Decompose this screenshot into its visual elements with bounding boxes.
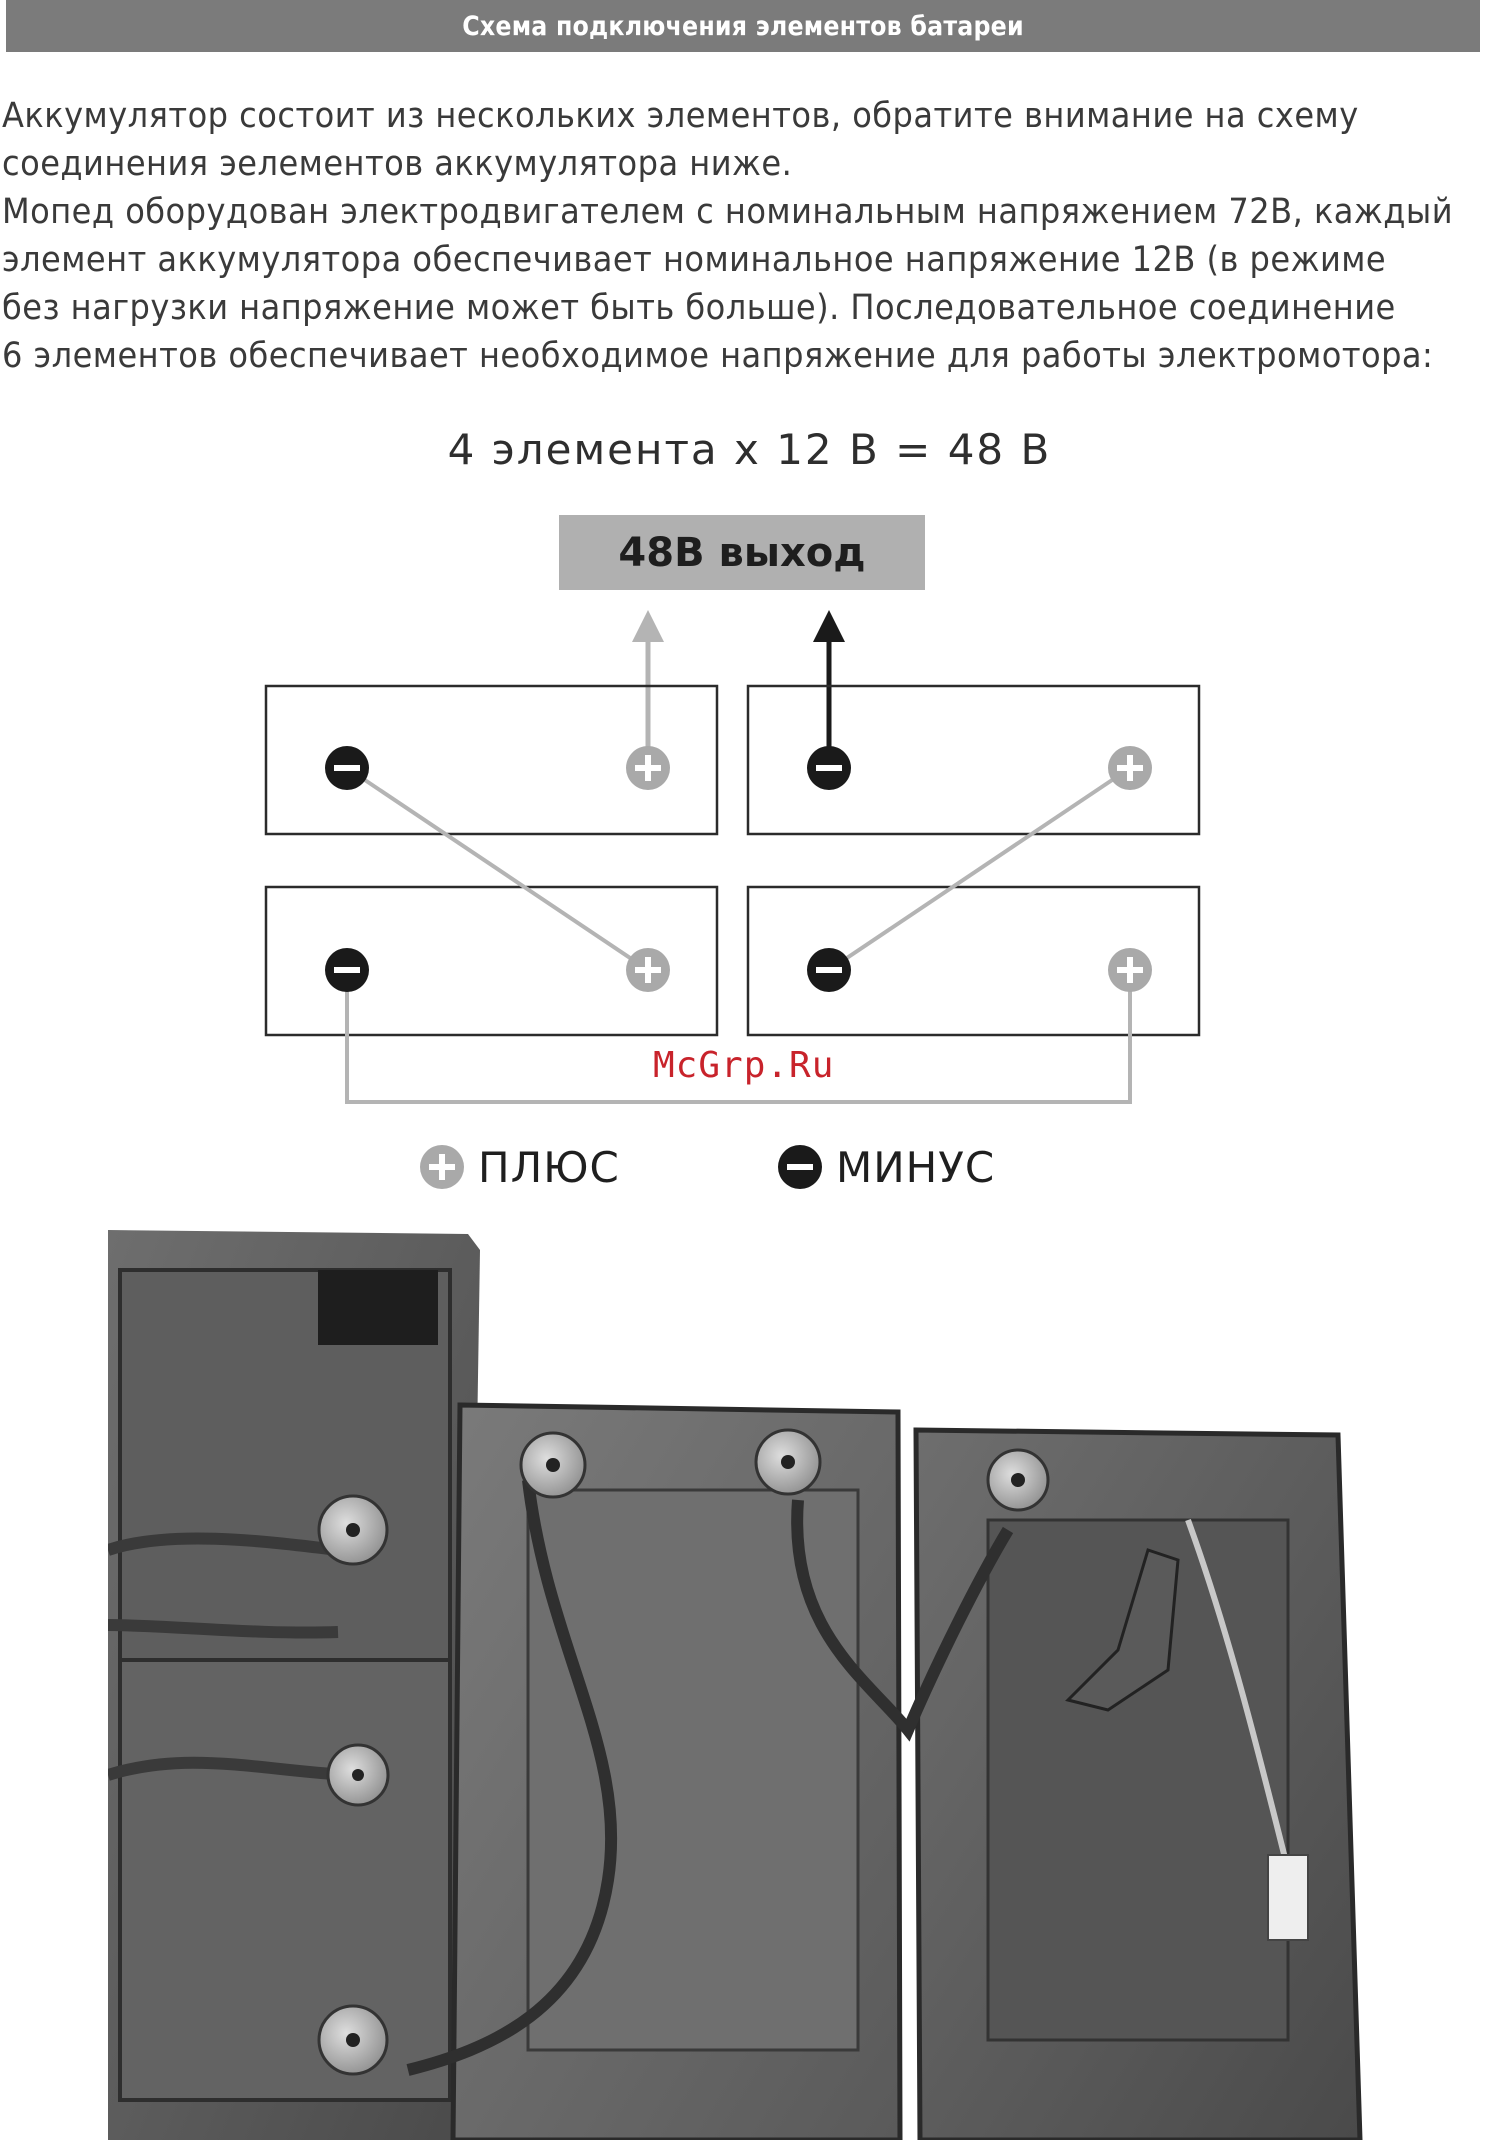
plus-icon (626, 746, 670, 790)
intro-line: 6 элементов обеспечивает необходимое напряжение для работы электромотора: (2, 336, 1434, 376)
battery-pack-photo (108, 1230, 1366, 2140)
wire-tl-minus-to-bl-plus (347, 768, 648, 970)
wire-tr-plus-to-br-minus (829, 768, 1130, 970)
minus-icon (807, 746, 851, 790)
voltage-formula (0, 425, 1495, 474)
legend-plus (420, 1137, 620, 1197)
plus-icon (1108, 746, 1152, 790)
minus-icon (325, 746, 369, 790)
minus-icon (325, 948, 369, 992)
intro-line: Аккумулятор состоит из нескольких элементов, обратите внимание на схему (2, 96, 1359, 136)
intro-line: без нагрузки напряжение может быть больше). Последовательное соединение (2, 288, 1396, 328)
plus-icon (626, 948, 670, 992)
plus-icon (1108, 948, 1152, 992)
intro-line: элемент аккумулятора обеспечивает номинальное напряжение 12В (в режиме (2, 240, 1387, 280)
minus-circle-icon (778, 1145, 822, 1189)
plus-circle-icon (420, 1145, 464, 1189)
intro-paragraph (2, 92, 1494, 380)
formula-text: 4 элемента х 12 В = 48 В (447, 425, 1052, 474)
intro-line: соединения эелементов аккумулятора ниже. (2, 144, 793, 184)
section-header (6, 0, 1480, 52)
output-arrow-minus (813, 610, 845, 765)
output-label: 48В выход (618, 529, 866, 576)
legend-minus (778, 1137, 995, 1197)
minus-icon (807, 948, 851, 992)
output-terminal-box (559, 515, 925, 590)
intro-line: Мопед оборудован электродвигателем с номинальным напряжением 72В, каждый (2, 192, 1454, 232)
legend-minus-label: МИНУС (836, 1142, 996, 1192)
section-title: Схема подключения элементов батареи (462, 10, 1024, 42)
legend-plus-label: ПЛЮС (478, 1142, 620, 1192)
output-arrow-plus (632, 610, 664, 765)
watermark: McGrp.Ru (653, 1045, 835, 1086)
wiring-diagram (0, 600, 1495, 1120)
